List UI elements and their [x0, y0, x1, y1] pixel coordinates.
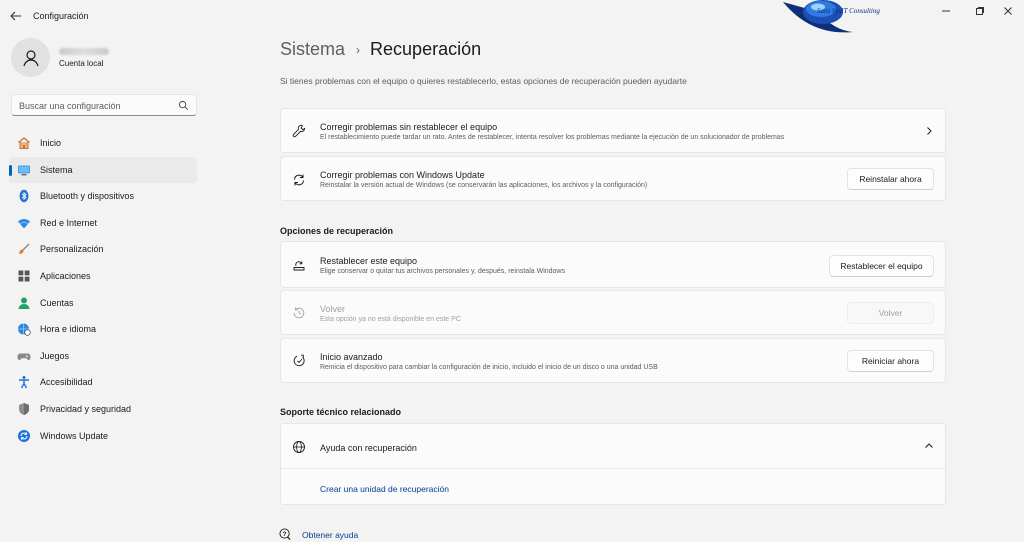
bluetooth-icon [17, 189, 31, 203]
globe-clock-icon [17, 322, 31, 336]
recovery-help-panel [280, 423, 946, 505]
avatar[interactable] [11, 38, 50, 77]
sidebar-item-bluetooth[interactable] [9, 183, 197, 210]
page-description: Si tienes problemas con el equipo o quieres restablecerlo, estas opciones de recuperación pueden ayudarte [280, 76, 687, 86]
logo-graphic [781, 0, 896, 42]
search-box[interactable] [11, 94, 197, 116]
advanced-startup-card [280, 338, 946, 383]
go-back-description: Esta opción ya no está disponible en este PC [320, 316, 461, 323]
page-title: Recuperación [370, 39, 482, 59]
sidebar-item-label: Bluetooth y dispositivos [40, 191, 135, 202]
reset-pc-title: Restablecer este equipo [320, 256, 418, 266]
sidebar-nav [0, 130, 210, 449]
reset-pc-description: Elige conservar o quitar tus archivos personales y, después, reinstala Windows [320, 268, 565, 275]
recovery-help-title: Ayuda con recuperación [320, 443, 417, 453]
sidebar-item-label: Accesibilidad [40, 377, 93, 388]
sidebar-item-windows-update[interactable] [9, 423, 197, 450]
accessibility-icon [17, 375, 31, 389]
create-recovery-drive-link[interactable]: Crear una unidad de recuperación [320, 484, 450, 494]
brush-icon [17, 242, 31, 256]
sidebar-item-label: Personalización [40, 244, 104, 255]
breadcrumb-parent[interactable]: Sistema [280, 39, 346, 59]
sidebar-item-label: Windows Update [40, 430, 109, 441]
advanced-startup-description: Reinicia el dispositivo para cambiar la configuración de inicio, incluido el inicio de un disco o una unidad USB [320, 364, 658, 371]
close-icon [1003, 6, 1013, 16]
sidebar-item-label: Sistema [40, 164, 73, 175]
back-arrow-icon [8, 8, 24, 24]
sidebar-item-label: Red e Internet [40, 217, 98, 228]
svg-text:?: ? [282, 530, 287, 538]
user-icon [21, 48, 41, 68]
reset-pc-button[interactable]: Restablecer el equipo [829, 255, 934, 277]
search-icon[interactable] [178, 100, 189, 111]
wrench-icon [292, 124, 306, 138]
breadcrumb-separator: › [356, 42, 361, 57]
person-icon [17, 296, 31, 310]
user-name-redacted [59, 48, 109, 55]
update-icon [17, 429, 31, 443]
title-bar [0, 0, 1024, 32]
sidebar-item-label: Privacidad y seguridad [40, 403, 132, 414]
sidebar-item-label: Aplicaciones [40, 270, 91, 281]
windows-update-fix-title: Corregir problemas con Windows Update [320, 170, 485, 180]
svg-text:Sanz SysIT Consulting: Sanz SysIT Consulting [817, 7, 880, 15]
advanced-startup-icon [292, 354, 306, 368]
sidebar-item-privacidad[interactable] [9, 396, 197, 423]
go-back-title: Volver [320, 304, 346, 314]
sidebar-item-label: Hora e idioma [40, 324, 97, 335]
reset-pc-card [280, 241, 946, 288]
back-button[interactable] [8, 8, 24, 24]
sidebar-item-personalizacion[interactable] [9, 236, 197, 263]
home-icon [17, 136, 31, 150]
wifi-icon [17, 216, 31, 230]
get-help-link[interactable]: Obtener ayuda [302, 530, 359, 540]
history-icon [292, 306, 306, 320]
related-support-heading: Soporte técnico relacionado [280, 407, 402, 417]
sidebar-item-label: Cuentas [40, 297, 74, 308]
chevron-right-icon [924, 126, 934, 136]
minimize-button[interactable] [936, 4, 956, 18]
go-back-card [280, 290, 946, 335]
company-logo [781, 0, 896, 42]
windows-update-fix-description: Reinstalar la versión actual de Windows (se conservarán las aplicaciones, los archivos y la configuración) [320, 182, 648, 189]
search-input[interactable] [19, 99, 169, 112]
troubleshoot-description: El restablecimiento puede tardar un rato. Antes de restablecer, intenta resolver los problemas mediante la ejecución de un solucionador de problemas [320, 134, 785, 141]
restart-now-button[interactable]: Reiniciar ahora [847, 350, 934, 372]
sync-icon [292, 173, 306, 187]
monitor-icon [17, 163, 31, 177]
restore-icon [975, 6, 985, 16]
troubleshoot-card[interactable] [280, 108, 946, 153]
app-title: Configuración [33, 11, 89, 21]
apps-icon [17, 269, 31, 283]
windows-update-fix-card [280, 156, 946, 201]
shield-icon [17, 402, 31, 416]
sidebar [0, 32, 210, 542]
sidebar-item-label: Juegos [40, 350, 70, 361]
minimize-icon [941, 6, 951, 16]
sidebar-item-juegos[interactable] [9, 343, 197, 370]
sidebar-item-sistema[interactable] [9, 157, 197, 184]
sidebar-item-inicio[interactable] [9, 130, 197, 157]
sidebar-item-hora[interactable] [9, 316, 197, 343]
sidebar-item-cuentas[interactable] [9, 290, 197, 317]
advanced-startup-title: Inicio avanzado [320, 352, 383, 362]
sidebar-item-accesibilidad[interactable] [9, 369, 197, 396]
help-chat-icon [279, 528, 292, 541]
reinstall-now-button[interactable]: Reinstalar ahora [847, 168, 934, 190]
recovery-help-header[interactable] [281, 424, 945, 469]
go-back-button: Volver [847, 302, 934, 324]
reset-pc-icon [292, 258, 306, 272]
chevron-up-icon[interactable] [924, 441, 934, 451]
gamepad-icon [17, 349, 31, 363]
breadcrumb [280, 39, 481, 60]
globe-icon [292, 440, 306, 454]
sidebar-item-label: Inicio [40, 138, 62, 148]
maximize-button[interactable] [970, 4, 990, 18]
account-type: Cuenta local [59, 59, 104, 68]
sidebar-item-red[interactable] [9, 210, 197, 237]
sidebar-item-aplicaciones[interactable] [9, 263, 197, 290]
recovery-options-heading: Opciones de recuperación [280, 226, 394, 236]
close-button[interactable] [998, 4, 1018, 18]
troubleshoot-title: Corregir problemas sin restablecer el equipo [320, 122, 498, 132]
